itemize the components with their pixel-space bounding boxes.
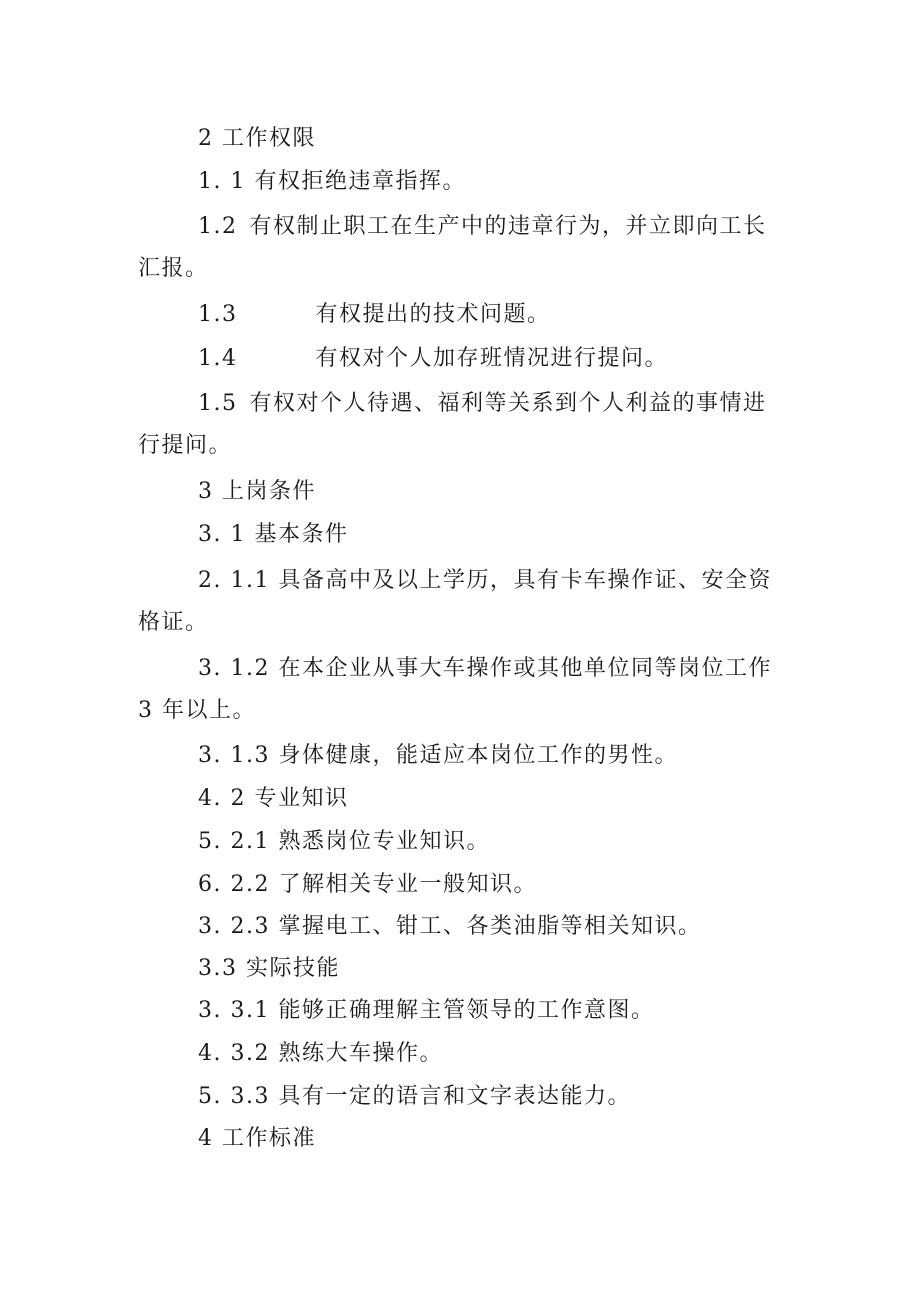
paragraph-item: 5. 3.3 具有一定的语言和文字表达能力。 (198, 1084, 631, 1109)
paragraph-item: 1. 1 有权拒绝违章指挥。 (198, 169, 466, 194)
item-text: 有权对个人加存班情况进行提问。 (315, 346, 669, 371)
subsection-heading: 3. 1 基本条件 (198, 522, 349, 547)
paragraph-item: 3. 1.2 在本企业从事大车操作或其他单位同等岗位工作 3 年以上。 (138, 656, 781, 723)
paragraph-item: 3. 1.3 身体健康，能适应本岗位工作的男性。 (198, 743, 678, 768)
paragraph-item: 6. 2.2 了解相关专业一般知识。 (198, 872, 537, 897)
subsection-heading: 3.3 实际技能 (198, 956, 340, 981)
item-text: 有权提出的技术问题。 (315, 302, 551, 327)
item-number: 1.5 (198, 391, 238, 416)
item-text: 有权制止职工在生产中的违章行为，并立即向工长汇报。 (138, 214, 767, 281)
item-number: 1.4 (198, 346, 238, 371)
paragraph-item: 4. 3.2 熟练大车操作。 (198, 1041, 443, 1066)
paragraph-item (138, 206, 788, 290)
paragraph-item (138, 338, 788, 380)
item-number: 1.3 (198, 302, 238, 327)
section-heading-job-requirements: 3 上岗条件 (198, 479, 316, 504)
paragraph-item: 2. 1.1 具备高中及以上学历，具有卡车操作证、安全资格证。 (138, 568, 772, 635)
section-heading-work-standards: 4 工作标准 (198, 1126, 316, 1151)
paragraph-item: 5. 2.1 熟悉岗位专业知识。 (198, 829, 490, 854)
paragraph-item (138, 294, 788, 336)
item-number: 1.2 (198, 214, 238, 239)
subsection-heading: 4. 2 专业知识 (198, 786, 349, 811)
paragraph-item: 3. 3.1 能够正确理解主管领导的工作意图。 (198, 998, 655, 1023)
paragraph-item: 3. 2.3 掌握电工、钳工、各类油脂等相关知识。 (198, 914, 702, 939)
section-heading-work-authority: 2 工作权限 (198, 126, 316, 151)
paragraph-item (138, 383, 788, 467)
item-text: 有权对个人待遇、福利等关系到个人利益的事情进行提问。 (138, 391, 767, 458)
